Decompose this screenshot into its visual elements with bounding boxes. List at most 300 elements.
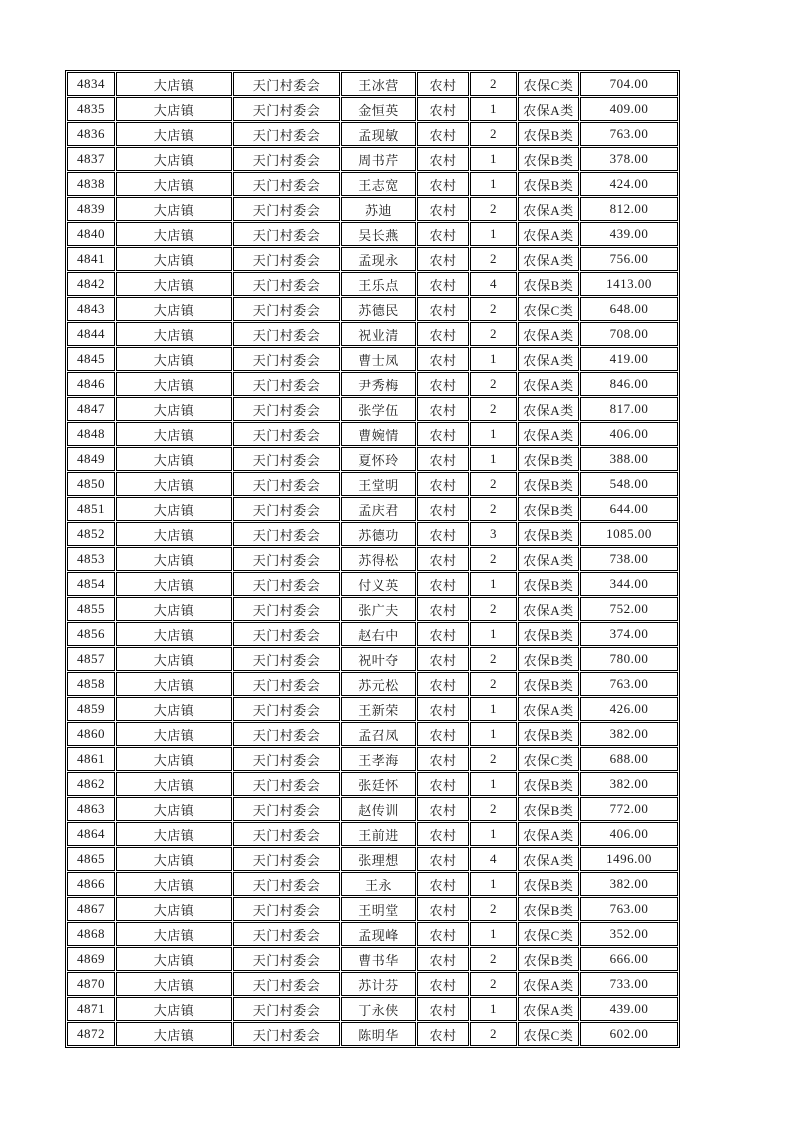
table-cell: 688.00: [580, 747, 678, 771]
table-cell: 农村: [417, 97, 469, 121]
table-cell: 602.00: [580, 1022, 678, 1046]
table-row: [67, 897, 678, 921]
table-cell: 农保A类: [518, 397, 579, 421]
table-cell: 苏德民: [341, 297, 416, 321]
table-cell: 曹书华: [341, 947, 416, 971]
table-cell: 大店镇: [116, 572, 232, 596]
table-cell: 419.00: [580, 347, 678, 371]
table-cell: 2: [470, 647, 517, 671]
table-cell: 大店镇: [116, 847, 232, 871]
table-cell: 天门村委会: [233, 872, 340, 896]
table-cell: 780.00: [580, 647, 678, 671]
table-cell: 天门村委会: [233, 572, 340, 596]
table-cell: 天门村委会: [233, 497, 340, 521]
table-row: [67, 622, 678, 646]
table-row: [67, 972, 678, 996]
table-row: [67, 247, 678, 271]
table-cell: 2: [470, 497, 517, 521]
table-cell: 天门村委会: [233, 897, 340, 921]
table-cell: 苏德功: [341, 522, 416, 546]
table-cell: 天门村委会: [233, 647, 340, 671]
table-row: [67, 597, 678, 621]
table-cell: 1: [470, 622, 517, 646]
table-cell: 夏怀玲: [341, 447, 416, 471]
table-cell: 农保A类: [518, 372, 579, 396]
table-cell: 4843: [67, 297, 115, 321]
table-row: [67, 297, 678, 321]
table-cell: 农村: [417, 272, 469, 296]
table-cell: 4862: [67, 772, 115, 796]
table-cell: 1496.00: [580, 847, 678, 871]
table-cell: 孟召凤: [341, 722, 416, 746]
table-cell: 曹士凤: [341, 347, 416, 371]
table-cell: 426.00: [580, 697, 678, 721]
table-cell: 大店镇: [116, 747, 232, 771]
table-cell: 648.00: [580, 297, 678, 321]
table-cell: 天门村委会: [233, 622, 340, 646]
table-cell: 2: [470, 797, 517, 821]
table-cell: 大店镇: [116, 872, 232, 896]
table-cell: 赵右中: [341, 622, 416, 646]
table-cell: 大店镇: [116, 772, 232, 796]
table-cell: 农保A类: [518, 322, 579, 346]
table-cell: 天门村委会: [233, 97, 340, 121]
table-cell: 天门村委会: [233, 947, 340, 971]
table-cell: 4850: [67, 472, 115, 496]
table-cell: 农保B类: [518, 647, 579, 671]
table-cell: 周书芹: [341, 147, 416, 171]
table-cell: 2: [470, 72, 517, 96]
table-row: [67, 647, 678, 671]
table-cell: 农村: [417, 697, 469, 721]
table-cell: 农保B类: [518, 497, 579, 521]
table-cell: 农村: [417, 422, 469, 446]
table-row: [67, 72, 678, 96]
table-row: [67, 847, 678, 871]
table-row: [67, 372, 678, 396]
table-cell: 天门村委会: [233, 422, 340, 446]
table-cell: 农村: [417, 1022, 469, 1046]
table-cell: 农村: [417, 247, 469, 271]
table-cell: 农保A类: [518, 247, 579, 271]
table-cell: 天门村委会: [233, 922, 340, 946]
table-cell: 4871: [67, 997, 115, 1021]
table-cell: 农村: [417, 672, 469, 696]
table-cell: 4866: [67, 872, 115, 896]
table-cell: 733.00: [580, 972, 678, 996]
table-cell: 812.00: [580, 197, 678, 221]
table-cell: 大店镇: [116, 1022, 232, 1046]
table-cell: 大店镇: [116, 172, 232, 196]
table-cell: 4855: [67, 597, 115, 621]
table-cell: 农保A类: [518, 347, 579, 371]
table-cell: 4844: [67, 322, 115, 346]
table-cell: 4841: [67, 247, 115, 271]
table-cell: 4842: [67, 272, 115, 296]
table-cell: 天门村委会: [233, 272, 340, 296]
table-cell: 4861: [67, 747, 115, 771]
table-cell: 天门村委会: [233, 72, 340, 96]
table-cell: 大店镇: [116, 972, 232, 996]
table-cell: 天门村委会: [233, 822, 340, 846]
table-cell: 农保A类: [518, 222, 579, 246]
table-cell: 农保A类: [518, 847, 579, 871]
table-cell: 大店镇: [116, 547, 232, 571]
table-cell: 农村: [417, 922, 469, 946]
table-cell: 382.00: [580, 772, 678, 796]
table-cell: 农村: [417, 197, 469, 221]
table-cell: 2: [470, 397, 517, 421]
table-cell: 农保B类: [518, 897, 579, 921]
table-cell: 4851: [67, 497, 115, 521]
table-cell: 大店镇: [116, 897, 232, 921]
table-cell: 756.00: [580, 247, 678, 271]
table-cell: 4836: [67, 122, 115, 146]
table-cell: 农保C类: [518, 922, 579, 946]
table-cell: 大店镇: [116, 997, 232, 1021]
table-cell: 尹秀梅: [341, 372, 416, 396]
table-cell: 苏元松: [341, 672, 416, 696]
table-cell: 农村: [417, 122, 469, 146]
table-cell: 农保B类: [518, 672, 579, 696]
table-cell: 农保B类: [518, 797, 579, 821]
table-row: [67, 822, 678, 846]
table-cell: 1: [470, 347, 517, 371]
table-cell: 农村: [417, 522, 469, 546]
table-cell: 农村: [417, 997, 469, 1021]
table-cell: 农村: [417, 497, 469, 521]
table-cell: 农村: [417, 322, 469, 346]
table-cell: 农村: [417, 222, 469, 246]
table-cell: 大店镇: [116, 672, 232, 696]
table-row: [67, 947, 678, 971]
table-cell: 曹婉情: [341, 422, 416, 446]
table-cell: 农保A类: [518, 822, 579, 846]
table-cell: 4860: [67, 722, 115, 746]
table-cell: 大店镇: [116, 322, 232, 346]
table-cell: 天门村委会: [233, 522, 340, 546]
table-cell: 4859: [67, 697, 115, 721]
table-cell: 农村: [417, 822, 469, 846]
table-row: [67, 797, 678, 821]
table-cell: 农村: [417, 972, 469, 996]
table-cell: 天门村委会: [233, 372, 340, 396]
table-cell: 4853: [67, 547, 115, 571]
table-cell: 吴长燕: [341, 222, 416, 246]
table-cell: 陈明华: [341, 1022, 416, 1046]
table-cell: 天门村委会: [233, 197, 340, 221]
table-cell: 天门村委会: [233, 672, 340, 696]
table-cell: 农保B类: [518, 947, 579, 971]
table-row: [67, 172, 678, 196]
table-cell: 孟庆君: [341, 497, 416, 521]
table-cell: 大店镇: [116, 372, 232, 396]
table-row: [67, 922, 678, 946]
table-cell: 763.00: [580, 897, 678, 921]
table-row: [67, 672, 678, 696]
table-cell: 1: [470, 222, 517, 246]
table-cell: 祝业清: [341, 322, 416, 346]
table-cell: 天门村委会: [233, 722, 340, 746]
table-cell: 4: [470, 847, 517, 871]
table-cell: 2: [470, 322, 517, 346]
table-cell: 王前进: [341, 822, 416, 846]
table-cell: 1: [470, 422, 517, 446]
table-cell: 2: [470, 747, 517, 771]
table-cell: 2: [470, 122, 517, 146]
table-cell: 1: [470, 97, 517, 121]
table-cell: 大店镇: [116, 72, 232, 96]
table-row: [67, 347, 678, 371]
table-cell: 农村: [417, 172, 469, 196]
table-cell: 大店镇: [116, 697, 232, 721]
table-cell: 大店镇: [116, 247, 232, 271]
table-cell: 农村: [417, 347, 469, 371]
table-row: [67, 197, 678, 221]
table-cell: 农村: [417, 72, 469, 96]
table-cell: 2: [470, 597, 517, 621]
table-row: [67, 697, 678, 721]
table-cell: 农保A类: [518, 97, 579, 121]
table-cell: 382.00: [580, 722, 678, 746]
table-cell: 4869: [67, 947, 115, 971]
table-cell: 孟现敏: [341, 122, 416, 146]
table-cell: 农保B类: [518, 472, 579, 496]
table-cell: 农村: [417, 597, 469, 621]
table-cell: 王新荣: [341, 697, 416, 721]
table-cell: 农村: [417, 722, 469, 746]
table-cell: 4864: [67, 822, 115, 846]
table-cell: 农保B类: [518, 772, 579, 796]
table-cell: 2: [470, 672, 517, 696]
table-cell: 农村: [417, 747, 469, 771]
table-cell: 644.00: [580, 497, 678, 521]
table-cell: 4846: [67, 372, 115, 396]
table-cell: 王孝海: [341, 747, 416, 771]
table-row: [67, 422, 678, 446]
table-cell: 农村: [417, 297, 469, 321]
table-cell: 4863: [67, 797, 115, 821]
table-cell: 548.00: [580, 472, 678, 496]
table-cell: 3: [470, 522, 517, 546]
table-cell: 4839: [67, 197, 115, 221]
table-cell: 天门村委会: [233, 172, 340, 196]
table-cell: 4835: [67, 97, 115, 121]
table-cell: 农保B类: [518, 147, 579, 171]
table-cell: 天门村委会: [233, 797, 340, 821]
table-cell: 4857: [67, 647, 115, 671]
table-cell: 大店镇: [116, 222, 232, 246]
table-cell: 王永: [341, 872, 416, 896]
table-cell: 大店镇: [116, 722, 232, 746]
table-cell: 农保B类: [518, 622, 579, 646]
table-cell: 农保B类: [518, 872, 579, 896]
table-cell: 4856: [67, 622, 115, 646]
table-cell: 农保C类: [518, 747, 579, 771]
table-cell: 大店镇: [116, 797, 232, 821]
table-cell: 大店镇: [116, 297, 232, 321]
table-cell: 天门村委会: [233, 447, 340, 471]
table-cell: 4845: [67, 347, 115, 371]
table-cell: 赵传训: [341, 797, 416, 821]
table-cell: 农村: [417, 547, 469, 571]
table-row: [67, 397, 678, 421]
table-cell: 1: [470, 722, 517, 746]
table-cell: 704.00: [580, 72, 678, 96]
table-cell: 2: [470, 547, 517, 571]
table-cell: 金恒英: [341, 97, 416, 121]
table-cell: 4849: [67, 447, 115, 471]
table-row: [67, 997, 678, 1021]
table-cell: 374.00: [580, 622, 678, 646]
table-cell: 天门村委会: [233, 322, 340, 346]
table-cell: 农保B类: [518, 272, 579, 296]
table-cell: 天门村委会: [233, 247, 340, 271]
table-row: [67, 122, 678, 146]
table-cell: 农村: [417, 447, 469, 471]
table-cell: 406.00: [580, 822, 678, 846]
table-cell: 农村: [417, 797, 469, 821]
table-cell: 天门村委会: [233, 222, 340, 246]
table-cell: 大店镇: [116, 422, 232, 446]
table-row: [67, 447, 678, 471]
table-cell: 张理想: [341, 847, 416, 871]
table-cell: 农村: [417, 847, 469, 871]
table-cell: 大店镇: [116, 97, 232, 121]
table-cell: 天门村委会: [233, 747, 340, 771]
table-cell: 农保B类: [518, 572, 579, 596]
table-cell: 苏迪: [341, 197, 416, 221]
table-cell: 农保C类: [518, 72, 579, 96]
payment-roster-table: [65, 70, 680, 1048]
table-cell: 天门村委会: [233, 547, 340, 571]
table-cell: 天门村委会: [233, 147, 340, 171]
table-row: [67, 772, 678, 796]
table-cell: 4868: [67, 922, 115, 946]
table-cell: 天门村委会: [233, 297, 340, 321]
table-cell: 4848: [67, 422, 115, 446]
table-cell: 天门村委会: [233, 397, 340, 421]
table-cell: 1: [470, 697, 517, 721]
table-cell: 2: [470, 247, 517, 271]
table-cell: 4854: [67, 572, 115, 596]
table-cell: 2: [470, 947, 517, 971]
table-cell: 农村: [417, 772, 469, 796]
table-cell: 农保A类: [518, 547, 579, 571]
table-cell: 天门村委会: [233, 772, 340, 796]
table-cell: 农保C类: [518, 1022, 579, 1046]
table-cell: 763.00: [580, 672, 678, 696]
table-cell: 1: [470, 822, 517, 846]
table-cell: 2: [470, 297, 517, 321]
table-cell: 大店镇: [116, 447, 232, 471]
table-cell: 4870: [67, 972, 115, 996]
table-cell: 天门村委会: [233, 697, 340, 721]
table-cell: 农村: [417, 147, 469, 171]
table-cell: 农保A类: [518, 197, 579, 221]
table-cell: 天门村委会: [233, 597, 340, 621]
table-cell: 农村: [417, 572, 469, 596]
table-cell: 344.00: [580, 572, 678, 596]
table-cell: 4: [470, 272, 517, 296]
table-cell: 2: [470, 472, 517, 496]
table-cell: 大店镇: [116, 272, 232, 296]
table-cell: 1: [470, 772, 517, 796]
table-cell: 农保C类: [518, 297, 579, 321]
table-cell: 4838: [67, 172, 115, 196]
table-cell: 张广夫: [341, 597, 416, 621]
table-cell: 张学伍: [341, 397, 416, 421]
table-cell: 4837: [67, 147, 115, 171]
table-row: [67, 497, 678, 521]
table-cell: 天门村委会: [233, 347, 340, 371]
table-cell: 大店镇: [116, 522, 232, 546]
table-cell: 大店镇: [116, 622, 232, 646]
table-cell: 846.00: [580, 372, 678, 396]
table-row: [67, 872, 678, 896]
table-row: [67, 547, 678, 571]
table-cell: 817.00: [580, 397, 678, 421]
table-row: [67, 472, 678, 496]
table-cell: 王堂明: [341, 472, 416, 496]
table-cell: 孟现峰: [341, 922, 416, 946]
table-cell: 农保B类: [518, 522, 579, 546]
table-cell: 大店镇: [116, 822, 232, 846]
table-cell: 农保B类: [518, 122, 579, 146]
table-cell: 439.00: [580, 997, 678, 1021]
table-cell: 2: [470, 372, 517, 396]
table-cell: 382.00: [580, 872, 678, 896]
table-cell: 天门村委会: [233, 122, 340, 146]
table-cell: 4872: [67, 1022, 115, 1046]
table-cell: 王明堂: [341, 897, 416, 921]
table-cell: 4840: [67, 222, 115, 246]
table-cell: 张廷怀: [341, 772, 416, 796]
table-cell: 农村: [417, 622, 469, 646]
table-cell: 苏得松: [341, 547, 416, 571]
table-cell: 天门村委会: [233, 847, 340, 871]
table-cell: 大店镇: [116, 922, 232, 946]
table-cell: 4852: [67, 522, 115, 546]
table-cell: 1: [470, 147, 517, 171]
table-cell: 农村: [417, 397, 469, 421]
table-cell: 农村: [417, 897, 469, 921]
table-cell: 772.00: [580, 797, 678, 821]
table-cell: 农村: [417, 647, 469, 671]
table-cell: 大店镇: [116, 947, 232, 971]
table-cell: 2: [470, 972, 517, 996]
table-cell: 1: [470, 922, 517, 946]
table-cell: 4847: [67, 397, 115, 421]
table-cell: 王冰营: [341, 72, 416, 96]
table-cell: 大店镇: [116, 197, 232, 221]
table-cell: 农保B类: [518, 447, 579, 471]
table-cell: 大店镇: [116, 647, 232, 671]
table-cell: 1085.00: [580, 522, 678, 546]
table-row: [67, 322, 678, 346]
table-cell: 农村: [417, 372, 469, 396]
table-cell: 农保A类: [518, 997, 579, 1021]
table-cell: 4867: [67, 897, 115, 921]
table-row: [67, 722, 678, 746]
table-cell: 4865: [67, 847, 115, 871]
table-cell: 388.00: [580, 447, 678, 471]
table-cell: 409.00: [580, 97, 678, 121]
table-cell: 大店镇: [116, 597, 232, 621]
table-cell: 406.00: [580, 422, 678, 446]
table-row: [67, 97, 678, 121]
table-cell: 1413.00: [580, 272, 678, 296]
